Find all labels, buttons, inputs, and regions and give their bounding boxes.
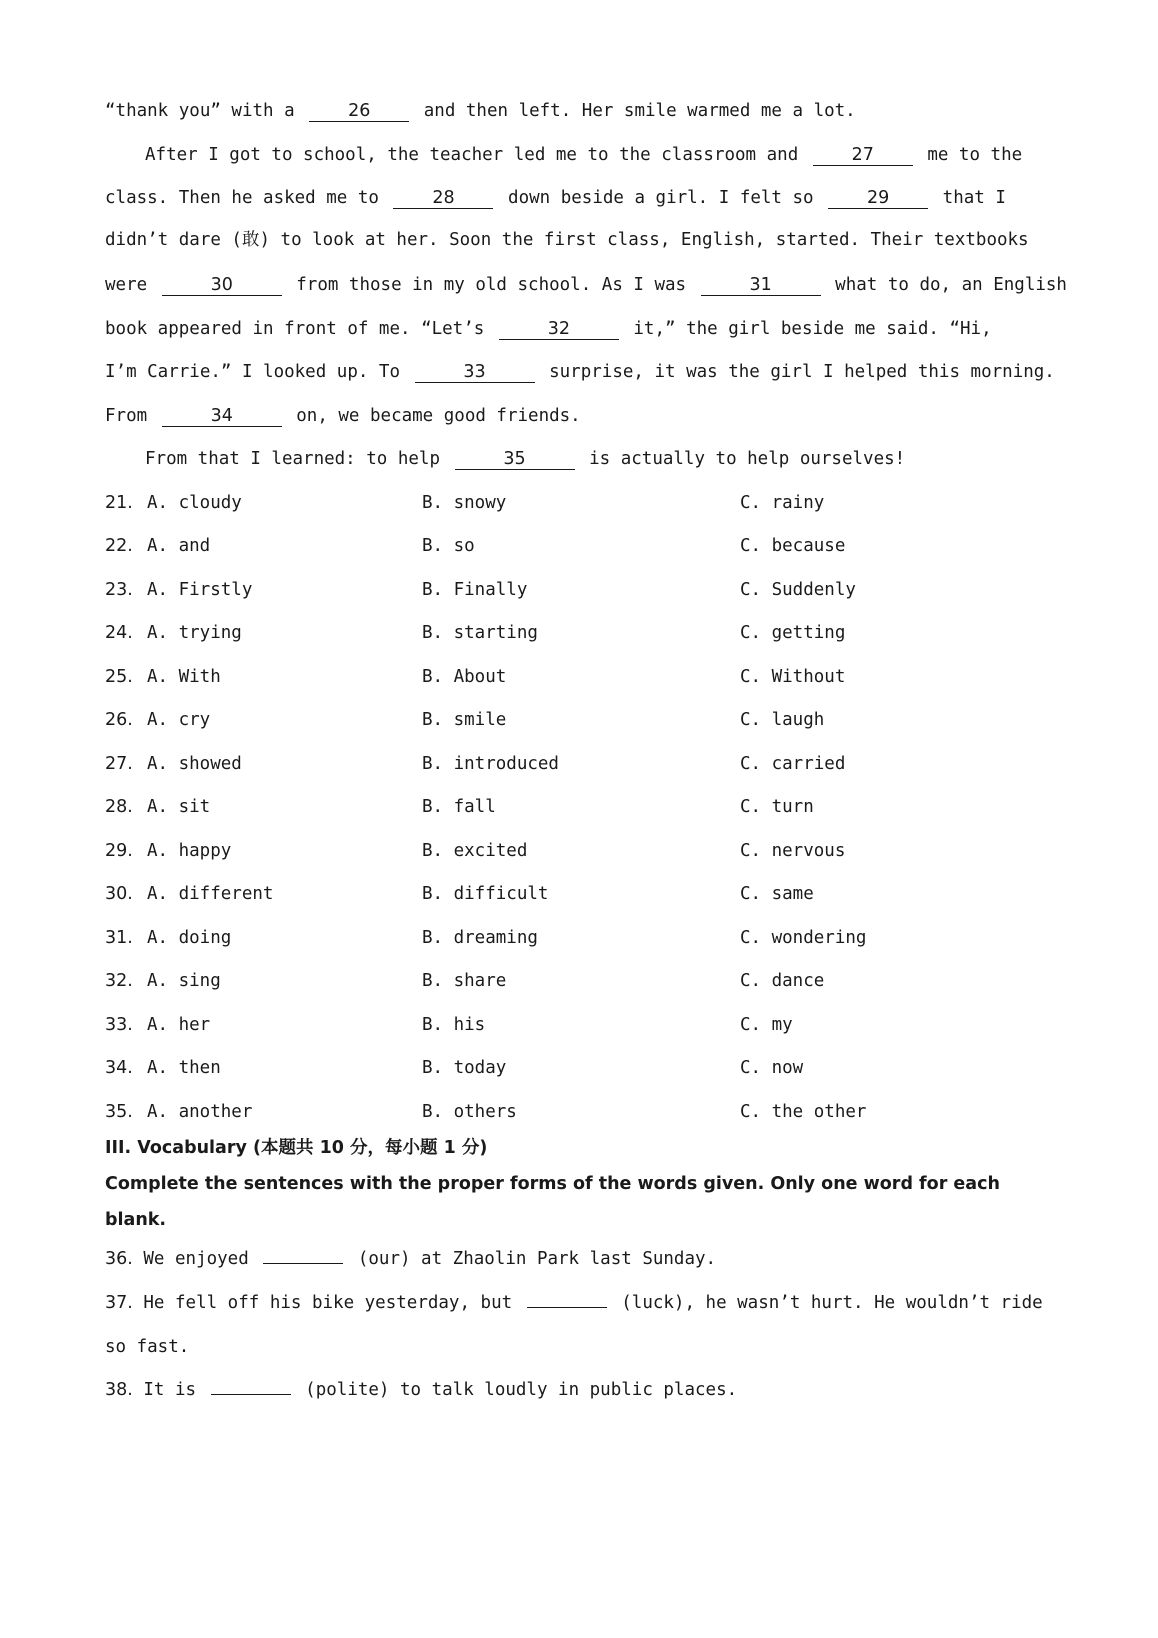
question-number: 27.: [105, 754, 133, 774]
passage-text: and then left. Her smile warmed me a lot.: [423, 101, 856, 121]
option-b: B. snowy: [422, 493, 507, 513]
option-a: A. different: [147, 884, 274, 904]
passage-text: I’m Carrie.” I looked up. To: [105, 362, 401, 382]
blank-31: 31: [701, 275, 821, 296]
option-a: A. Firstly: [147, 580, 253, 600]
blank-30: 30: [162, 275, 282, 296]
question-text: It is: [143, 1380, 197, 1400]
option-a: A. With: [147, 667, 221, 687]
question-30: [105, 882, 1045, 906]
option-c: C. turn: [740, 797, 814, 817]
option-b: B. others: [422, 1102, 517, 1122]
passage-text: From that I learned: to help: [145, 449, 441, 469]
question-27: [105, 752, 1045, 776]
option-b: B. today: [422, 1058, 507, 1078]
option-a: A. showed: [147, 754, 242, 774]
question-28: [105, 795, 1045, 819]
question-number: 32.: [105, 971, 133, 991]
question-number: 33.: [105, 1015, 133, 1035]
question-31: [105, 926, 1045, 950]
question-22: [105, 534, 1045, 558]
answer-blank-37[interactable]: [527, 1307, 607, 1308]
passage-text: surprise, it was the girl I helped this morning.: [549, 362, 1055, 382]
option-b: B. his: [422, 1015, 486, 1035]
option-a: A. cloudy: [147, 493, 242, 513]
question-24: [105, 621, 1045, 645]
question-number: 37.: [105, 1293, 133, 1313]
blank-32: 32: [499, 319, 619, 340]
question-number: 26.: [105, 710, 133, 730]
passage-line-1: [105, 99, 1045, 123]
question-number: 31.: [105, 928, 133, 948]
question-text: He fell off his bike yesterday, but: [143, 1293, 513, 1313]
option-a: A. doing: [147, 928, 232, 948]
option-c: C. now: [740, 1058, 804, 1078]
option-b: B. dreaming: [422, 928, 538, 948]
question-37-continued: [105, 1335, 1045, 1359]
question-number: 30.: [105, 884, 133, 904]
question-text: (our) at Zhaolin Park last Sunday.: [357, 1249, 717, 1269]
option-c: C. dance: [740, 971, 825, 991]
option-b: B. so: [422, 536, 475, 556]
question-number: 28.: [105, 797, 133, 817]
question-number: 34.: [105, 1058, 133, 1078]
blank-28: 28: [393, 188, 493, 209]
question-29: [105, 839, 1045, 863]
passage-text: it,” the girl beside me said. “Hi,: [633, 319, 992, 339]
option-c: C. getting: [740, 623, 846, 643]
question-text: (polite) to talk loudly in public places.: [305, 1380, 738, 1400]
question-21: [105, 491, 1045, 515]
passage-line-2: [145, 143, 1045, 167]
option-b: B. fall: [422, 797, 496, 817]
option-c: C. wondering: [740, 928, 867, 948]
question-35: [105, 1100, 1045, 1124]
blank-34: 34: [162, 406, 282, 427]
answer-blank-38[interactable]: [211, 1394, 291, 1395]
question-text: so fast.: [105, 1337, 190, 1357]
passage-text: After I got to school, the teacher led me to the classroom and: [145, 145, 799, 165]
passage-line-5: [105, 273, 1067, 297]
passage-text: class. Then he asked me to: [105, 188, 379, 208]
passage-line-3: [105, 186, 1045, 210]
passage-line-6: [105, 317, 1045, 341]
passage-text: were: [105, 275, 148, 295]
question-number: 21.: [105, 493, 133, 513]
option-b: B. About: [422, 667, 507, 687]
answer-blank-36[interactable]: [263, 1263, 343, 1264]
passage-text: book appeared in front of me. “Let’s: [105, 319, 485, 339]
question-number: 22.: [105, 536, 133, 556]
option-c: C. same: [740, 884, 814, 904]
question-number: 24.: [105, 623, 133, 643]
question-36: [105, 1247, 1045, 1271]
question-number: 25.: [105, 667, 133, 687]
question-34: [105, 1056, 1045, 1080]
option-b: B. introduced: [422, 754, 559, 774]
passage-text: From: [105, 406, 148, 426]
option-a: A. another: [147, 1102, 253, 1122]
question-text: We enjoyed: [143, 1249, 249, 1269]
option-b: B. share: [422, 971, 507, 991]
question-text: (luck), he wasn’t hurt. He wouldn’t ride: [621, 1293, 1043, 1313]
passage-text: me to the: [927, 145, 1023, 165]
passage-text: on, we became good friends.: [296, 406, 581, 426]
option-a: A. sit: [147, 797, 211, 817]
option-a: A. sing: [147, 971, 221, 991]
question-23: [105, 578, 1045, 602]
question-26: [105, 708, 1045, 732]
passage-text: from those in my old school. As I was: [296, 275, 687, 295]
passage-line-4: [105, 228, 1045, 252]
option-c: C. rainy: [740, 493, 825, 513]
passage-text: didn’t dare (敢) to look at her. Soon the first class, English, started. Their textbooks: [105, 230, 1029, 250]
option-b: B. Finally: [422, 580, 528, 600]
option-a: A. trying: [147, 623, 242, 643]
question-33: [105, 1013, 1045, 1037]
question-number: 23.: [105, 580, 133, 600]
blank-29: 29: [828, 188, 928, 209]
question-38: [105, 1378, 1045, 1402]
option-c: C. Without: [740, 667, 846, 687]
option-a: A. cry: [147, 710, 211, 730]
option-c: C. because: [740, 536, 846, 556]
question-25: [105, 665, 1045, 689]
question-32: [105, 969, 1045, 993]
option-b: B. excited: [422, 841, 528, 861]
passage-text: “thank you” with a: [105, 101, 295, 121]
option-b: B. starting: [422, 623, 538, 643]
section-instruction: Complete the sentences with the proper forms of the words given. Only one word for each blank.: [105, 1174, 1000, 1230]
question-number: 29.: [105, 841, 133, 861]
blank-35: 35: [455, 449, 575, 470]
blank-27: 27: [813, 145, 913, 166]
passage-text: is actually to help ourselves!: [589, 449, 906, 469]
option-a: A. happy: [147, 841, 232, 861]
passage-text: that I: [942, 188, 1006, 208]
question-number: 36.: [105, 1249, 133, 1269]
option-c: C. Suddenly: [740, 580, 856, 600]
blank-33: 33: [415, 362, 535, 383]
option-c: C. carried: [740, 754, 846, 774]
option-c: C. laugh: [740, 710, 825, 730]
option-b: B. smile: [422, 710, 507, 730]
passage-text: down beside a girl. I felt so: [508, 188, 814, 208]
question-number: 35.: [105, 1102, 133, 1122]
passage-line-7: [105, 360, 1055, 384]
passage-text: what to do, an English: [835, 275, 1067, 295]
question-37: [105, 1291, 1045, 1315]
option-c: C. the other: [740, 1102, 867, 1122]
section-heading: III. Vocabulary (本题共 10 分，每小题 1 分): [105, 1138, 488, 1158]
question-number: 38.: [105, 1380, 133, 1400]
option-b: B. difficult: [422, 884, 549, 904]
option-a: A. her: [147, 1015, 211, 1035]
passage-line-9: [145, 447, 1045, 471]
option-a: A. then: [147, 1058, 221, 1078]
blank-26: 26: [309, 101, 409, 122]
option-a: A. and: [147, 536, 211, 556]
passage-line-8: [105, 404, 1045, 428]
option-c: C. nervous: [740, 841, 846, 861]
option-c: C. my: [740, 1015, 793, 1035]
